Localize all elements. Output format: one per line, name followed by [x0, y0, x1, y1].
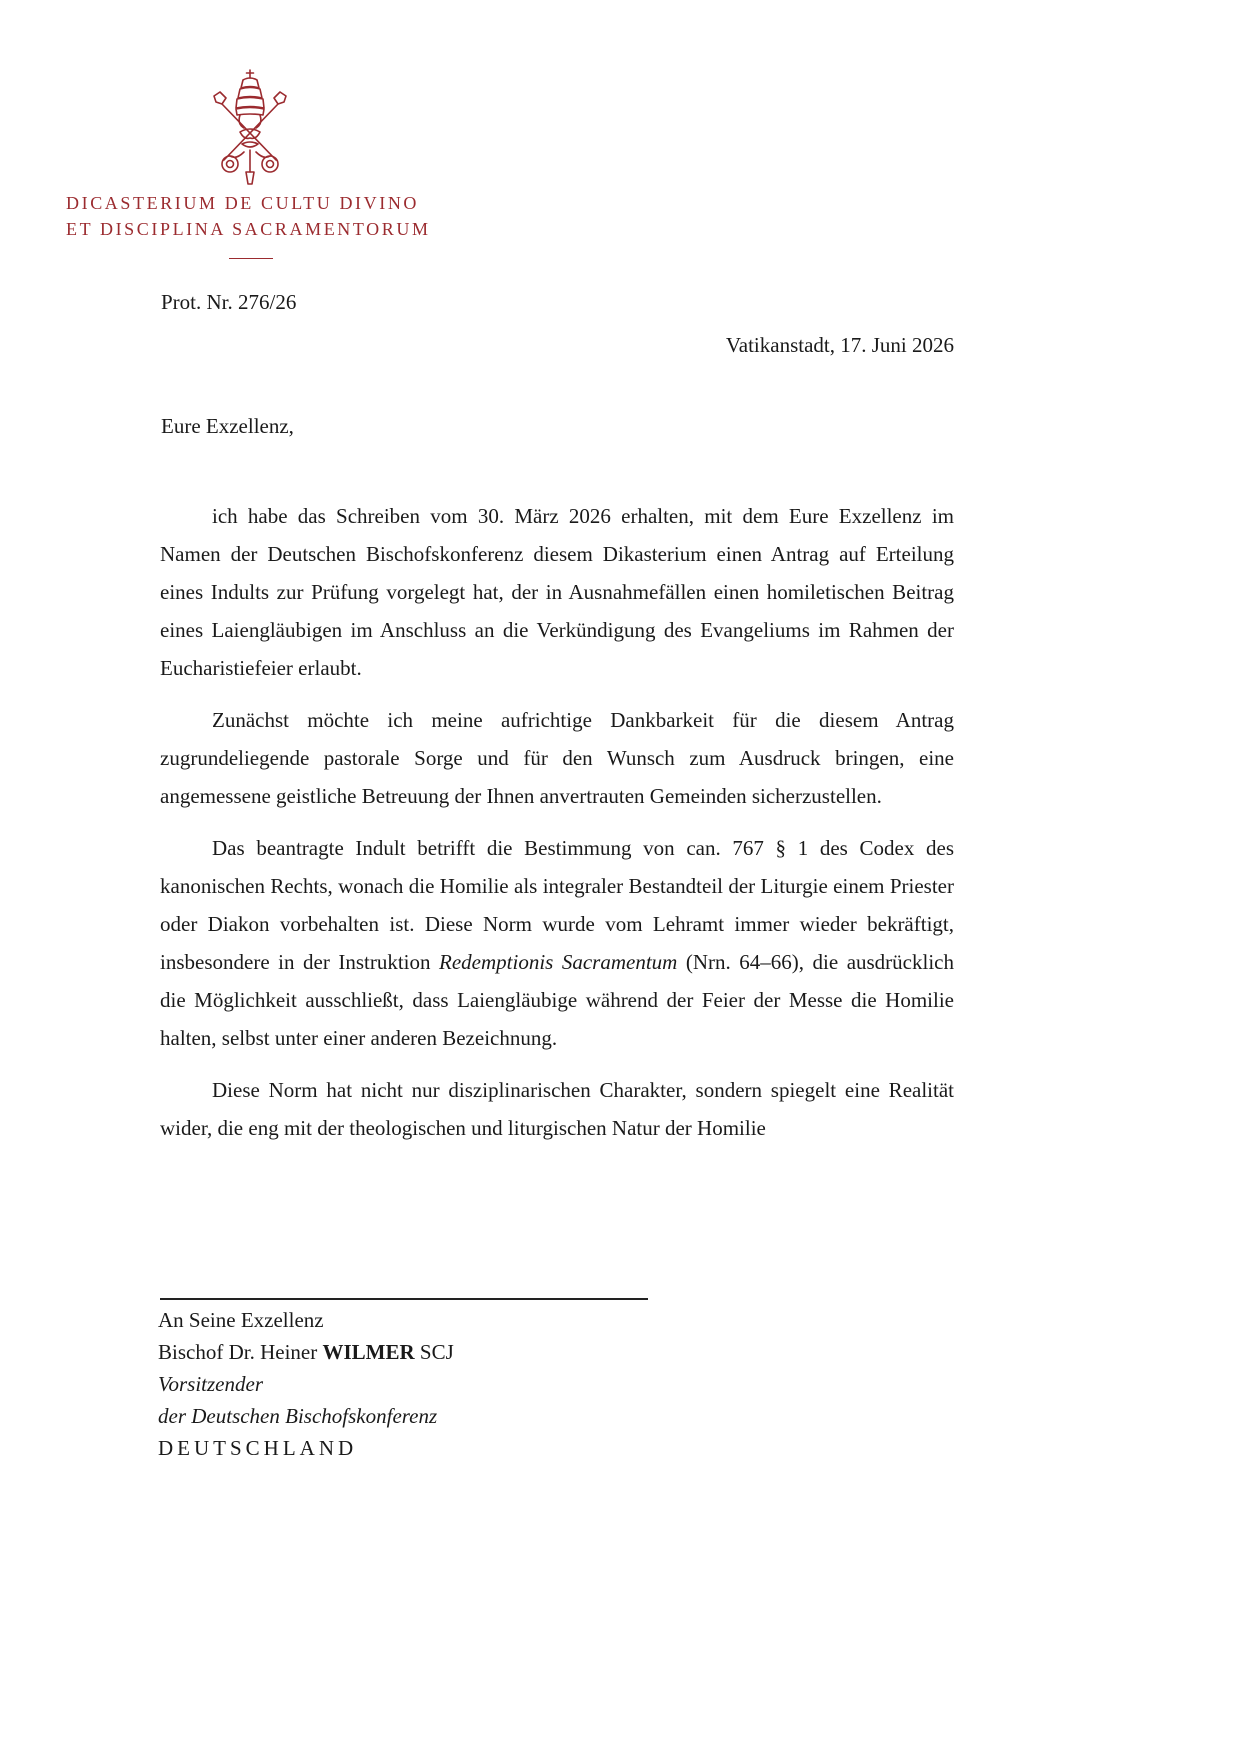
- addressee-surname: WILMER: [322, 1340, 415, 1364]
- letter-body: [160, 497, 954, 1161]
- addressee-name-suffix: SCJ: [414, 1340, 454, 1364]
- addressee-role: Vorsitzender: [158, 1372, 263, 1396]
- dicastery-name: [66, 190, 446, 242]
- addressee-name: [158, 1336, 454, 1368]
- paragraph-3-text-b: (Nrn. 64–66), die ausdrücklich die Möglichkeit ausschließt, dass Laiengläubige während der Feier der Messe die Homilie halten, selbst unter einer anderen Bezeichnung.: [160, 950, 954, 1050]
- paragraph-3: [160, 829, 954, 1057]
- addressee-organisation: der Deutschen Bischofskonferenz: [158, 1404, 438, 1428]
- addressee-name-prefix: Bischof Dr. Heiner: [158, 1340, 323, 1364]
- paragraph-2: Zunächst möchte ich meine aufrichtige Dankbarkeit für die diesem Antrag zugrundeliegende pastorale Sorge und für den Wunsch zum Ausdruck bringen, eine angemessene geistliche Betreuung der Ihnen anvertrauten Gemeinden sicherzustellen.: [160, 708, 954, 808]
- dicastery-line-2: ET DISCIPLINA SACRAMENTORUM: [66, 219, 431, 239]
- paragraph-3-text-a: Das beantragte Indult betrifft die Bestimmung von can. 767 § 1 des Codex des kanonischen Rechts, wonach die Homilie als integraler Bestandteil der Liturgie einem Priester oder Diakon vorbehalten ist. Diese Norm wurde vom Lehramt immer wieder bekräftigt, insbesondere in der Instruktion: [160, 836, 954, 974]
- addressee-block: [158, 1304, 454, 1464]
- protocol-number: Prot. Nr. 276/26: [161, 290, 297, 314]
- instruction-title: Redemptionis Sacramentum: [439, 950, 678, 974]
- dicastery-line-1: DICASTERIUM DE CULTU DIVINO: [66, 193, 420, 213]
- paragraph-1: ich habe das Schreiben vom 30. März 2026 erhalten, mit dem Eure Exzellenz im Namen der Deutschen Bischofskonferenz diesem Dikasterium einen Antrag auf Erteilung eines Indults zur Prüfung vorgelegt hat, der in Ausnahmefällen einen homiletischen Beitrag eines Laiengläubigen im Anschluss an die Verkündigung des Evangeliums im Rahmen der Eucharistiefeier erlaubt.: [160, 504, 954, 680]
- place-date: Vatikanstadt, 17. Juni 2026: [725, 333, 954, 357]
- addressee-line-1: An Seine Exzellenz: [158, 1308, 324, 1332]
- addressee-country: DEUTSCHLAND: [158, 1436, 358, 1460]
- paragraph-4: Diese Norm hat nicht nur disziplinarischen Charakter, sondern spiegelt eine Realität wider, die eng mit der theologischen und liturgischen Natur der Homilie: [160, 1078, 954, 1140]
- salutation: Eure Exzellenz,: [161, 414, 294, 438]
- header-divider: [229, 258, 273, 259]
- addressee-divider: [160, 1298, 648, 1300]
- papal-coat-of-arms-icon: [200, 68, 300, 186]
